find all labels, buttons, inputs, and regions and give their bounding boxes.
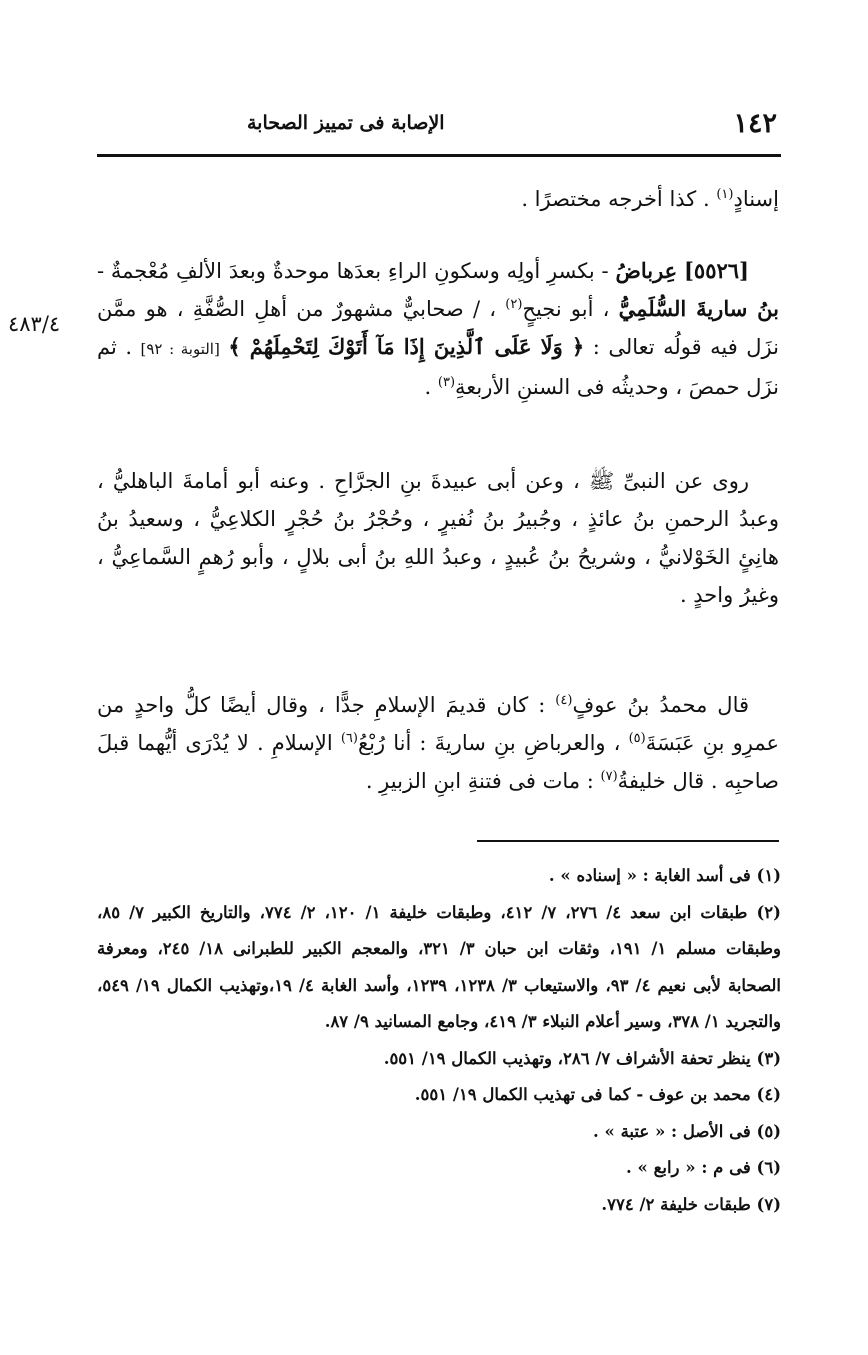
text-run: . كذا أخرجه مختصرًا . [521,187,717,211]
quran-verse: ﴿ وَلَا عَلَى ٱلَّذِينَ إِذَا مَآ أَتَوْكَ لِتَحْمِلَهُمْ ﴾ [228,334,585,359]
footnote-6: (٦) فى م : « رابع » . [626,1158,781,1177]
footnote-5: (٥) فى الأصل : « عتبة » . [593,1121,781,1141]
footnote-marker[interactable]: (٦) [340,731,358,746]
entry-number: [٥٥٢٦] [683,258,749,283]
quotes-paragraph [97,686,779,800]
narrators-paragraph [97,462,779,614]
text-run: . [424,375,438,399]
paragraph-intro [97,180,779,218]
footnote-2: (٢) طبقات ابن سعد ٤/ ٢٧٦، ٧/ ٤١٢، وطبقات خليفة ١/ ١٢٠، ٢/ ٧٧٤، والتاريخ الكبير ٧/ ٨٥، وطبقات مسلم ١/ ١٩١، وثقات ابن حبان ٣/ ٣٢١، والمعجم الكبير للطبرانى ١٨/ ٢٤٥، ومعرفة الصحابة لأبى نعيم ٤/ ٩٣، والاستيعاب ٣/ ١٢٣٨، ١٢٣٩، وأسد الغابة ٤/ ١٩،وتهذيب الكمال ١٩/ ٥٤٩، والتجريد ١/ ٣٧٨، وسير أعلام النبلاء ٣/ ٤١٩، وجامع المسانيد ٩/ ٨٧. [97,902,782,1031]
running-title: الإصابة فى تمييز الصحابة [247,112,445,134]
entry-paragraph [97,252,779,406]
text-run: ، / صحابيٌّ مشهورٌ من أهلِ الصُّفَّةِ ، هو ممَّن نزَل فيه قولُه تعالى : [97,297,779,359]
text-run: روى عن النبىِّ ﷺ ، وعن أبى عبيدةَ بنِ الجرَّاحِ . وعنه أبو أمامةَ الباهليُّ ، وعبدُ الرحمنِ بنُ عائذٍ ، وجُبيرُ بنُ نُفيرٍ ، وحُجْرُ بنُ حُجْرٍ الكلاعِيُّ ، وسعيدُ بنُ هانِئٍ الخَوْلانيُّ ، وشريحُ بنُ عُبيدٍ ، وعبدُ اللهِ بنُ أبى بلالٍ ، وأبو رُهمٍ السَّماعِيُّ ، وغيرُ واحدٍ . [97,469,779,607]
footnote-7: (٧) طبقات خليفة ٢/ ٧٧٤. [601,1194,781,1214]
footnote-4: (٤) محمد بن عوف - كما فى تهذيب الكمال ١٩/ ٥٥١. [414,1085,781,1104]
footnote-1: (١) فى أسد الغابة : « إسناده » . [548,866,781,885]
text-run: قال محمدُ بنُ عوفٍ [572,693,750,717]
verse-reference: [التوبة : ٩٢] [140,340,220,358]
text-run: إسنادٍ [733,187,779,211]
text-run: - بكسرِ أولِه وسكونِ الراءِ بعدَها موحدةٌ وبعدَ الألفِ مُعْجمةٌ - [97,259,616,283]
text-run: ، والعرباضِ بنِ ساريةَ : أنا رُبْعُ [357,731,629,755]
text-run: . ثم نزَل حمصَ ، وحديثُه فى السننِ الأربعةِ [97,335,779,399]
entry-name: عِرباضُ [615,258,678,283]
footnote-marker[interactable]: (٢) [505,297,523,312]
footnote-marker[interactable]: (٤) [555,693,573,708]
footnote-marker[interactable]: (٣) [437,375,456,390]
footnote-3: (٣) ينظر تحفة الأشراف ٧/ ٢٨٦، وتهذيب الكمال ١٩/ ٥٥١. [383,1048,781,1068]
text-run: : مات فى فتنةِ ابنِ الزبيرِ . [365,769,601,793]
footnote-divider [477,840,779,842]
footnotes-section [97,858,781,1223]
footnote-marker[interactable]: (٥) [628,731,646,746]
text-run: : كان قديمَ الإسلامِ جدًّا ، وقال أيضًا كلُّ واحدٍ من عمرِو بنِ عَبَسَةَ [97,693,779,755]
page-header [97,108,777,148]
header-divider [97,154,781,157]
margin-reference: ٤٨٣/٤ [8,312,61,336]
footnote-marker[interactable]: (٧) [600,769,618,784]
text-run: ، أبو نجيحٍ [522,297,619,321]
footnote-marker[interactable]: (١) [716,187,734,202]
page-number: ١٤٢ [733,108,777,139]
entry-name-lineage: بنُ ساريةَ السُّلَمِيُّ [618,296,779,321]
text-run: الإسلامِ . لا يُدْرَى أيُّهما قبلَ صاحبِه . قال خليفةُ [97,731,779,793]
